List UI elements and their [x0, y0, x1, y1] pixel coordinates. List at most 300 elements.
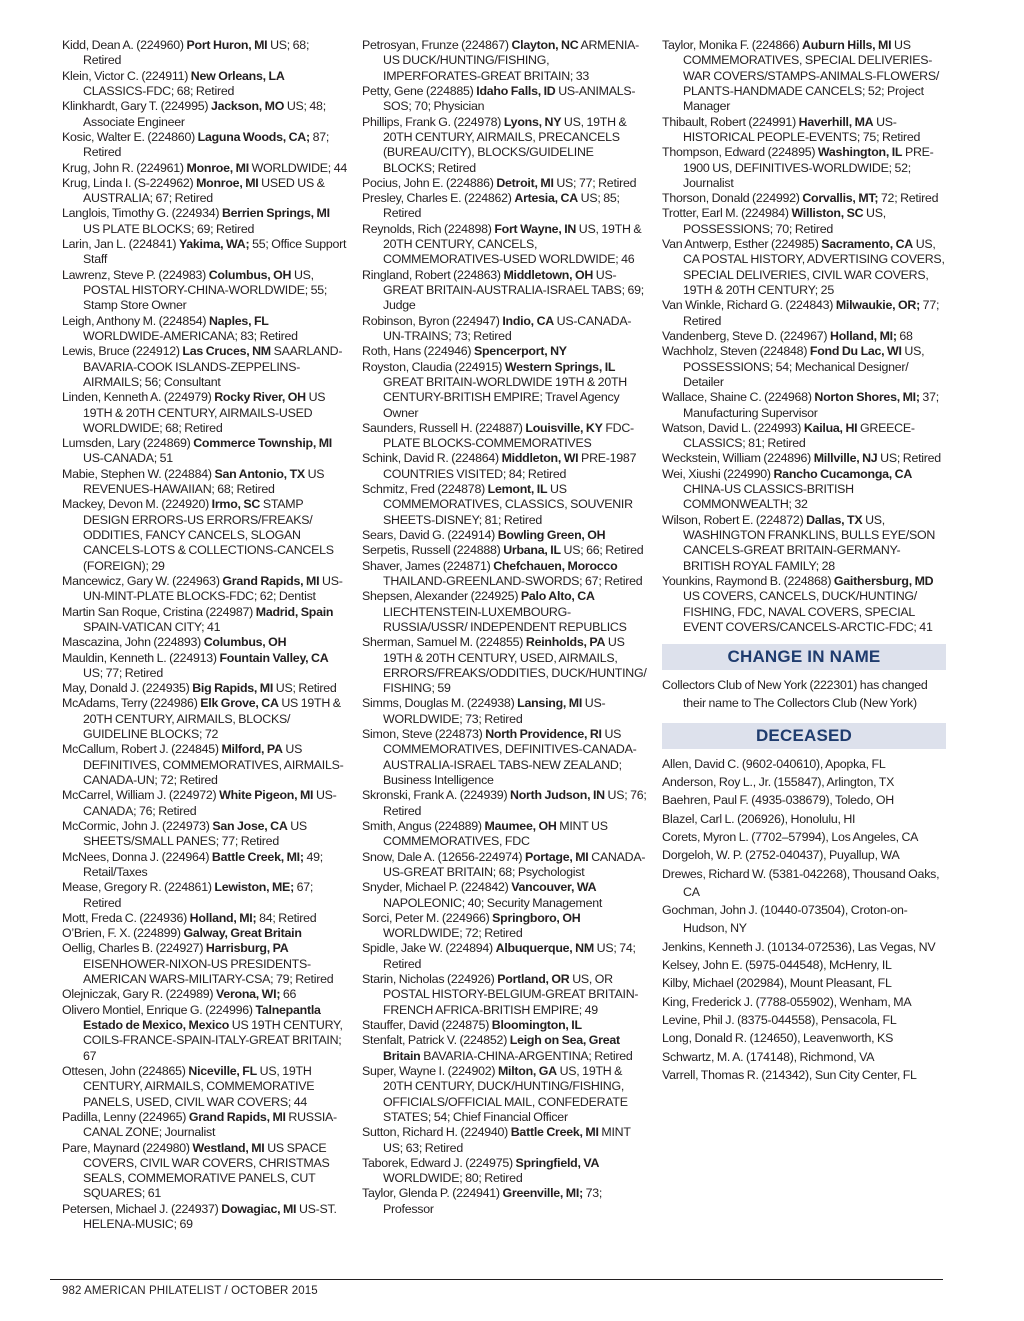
member-entry	[362, 880, 648, 911]
member-details: US COMMEMORATIVES, DEFINITIVES-CANADA-AUSTRALIA-ISRAEL TABS-NEW ZEALAND; Business Intelligence	[383, 727, 637, 787]
member-location: Talnepantla Estado de Mexico, Mexico	[83, 1002, 321, 1032]
member-entry	[662, 421, 946, 452]
member-entry	[362, 268, 648, 314]
member-name: Sears, David G. (224914)	[362, 528, 498, 542]
member-entry	[362, 727, 648, 788]
member-entry	[662, 237, 946, 298]
member-details: 77; Retired	[683, 298, 940, 328]
deceased-item: Allen, David C. (9602-040610), Apopka, FL	[662, 756, 886, 771]
member-entry	[662, 451, 946, 466]
member-name: Sherman, Samuel M. (224855)	[362, 635, 526, 650]
member-entry	[362, 528, 648, 543]
member-name: Thorson, Donald (224992)	[662, 191, 803, 206]
member-name: Krug, John R. (224961)	[62, 160, 187, 175]
member-name: Smith, Angus (224889)	[362, 818, 485, 833]
member-entry	[62, 819, 347, 850]
member-location: Big Rapids, MI	[192, 681, 274, 696]
member-entry	[362, 941, 648, 972]
member-location: Fort Wayne, IN	[494, 221, 577, 236]
member-location: Urbana, IL	[503, 543, 561, 558]
member-location: Lewiston, ME;	[214, 880, 294, 895]
member-entry	[362, 1156, 648, 1187]
member-entry	[662, 513, 946, 574]
member-location: Milwaukie, OR;	[835, 298, 920, 313]
column-2	[362, 38, 648, 1217]
member-details: US; Retired	[273, 681, 337, 696]
member-entry	[662, 145, 946, 191]
member-details: 72; Retired	[878, 191, 939, 206]
deceased-item: Anderson, Roy L., Jr. (155847), Arlington, TX	[662, 775, 895, 790]
member-details: US; 76; Retired	[383, 788, 647, 818]
member-entry	[62, 268, 347, 314]
member-name: McCallum, Robert J. (224845)	[62, 742, 222, 757]
member-details: US, 19TH & 20TH CENTURY, AIRMAILS, PRECANCELS (BUREAU/CITY), BLOCKS/GUIDELINE BLOCKS; Retired	[383, 114, 627, 175]
member-name: Wilson, Robert E. (224872)	[662, 512, 807, 527]
deceased-item: Blazel, Carl L. (206926), Honolulu, HI	[662, 811, 856, 826]
member-name: Stenfalt, Patrick V. (224852)	[362, 1033, 510, 1048]
member-details: CANADA-US-GREAT BRITAIN; 68; Psychologist	[383, 849, 646, 879]
member-location: Maumee, OH	[484, 818, 557, 833]
member-name: Watson, David L. (224993)	[662, 420, 804, 435]
deceased-item: Schwartz, M. A. (174148), Richmond, VA	[662, 1049, 875, 1064]
member-name: Lawrenz, Steve P. (224983)	[62, 267, 209, 282]
member-details: US SHEETS/SMALL PANES; 77; Retired	[83, 818, 307, 849]
member-entry	[62, 1202, 347, 1233]
member-details: US-ANIMALS-SOS; 70; Physician	[383, 83, 636, 114]
member-location: Leigh on Sea, Great Britain	[383, 1033, 620, 1063]
member-location: Galway, Great Britain	[183, 926, 302, 941]
member-location: Port Huron, MI	[186, 38, 268, 52]
member-location: Indio, CA	[502, 313, 554, 328]
member-name: Starin, Nicholas (224926)	[362, 972, 498, 987]
member-details: US 19TH & 20TH CENTURY, AIRMAILS-USED WORLDWIDE; 68; Retired	[83, 390, 326, 435]
deceased-item: Kilby, Michael (202984), Mount Pleasant, FL	[662, 976, 892, 991]
member-name: Martin San Roque, Cristina (224987)	[62, 604, 256, 619]
member-name: Mancewicz, Gary W. (224963)	[62, 573, 223, 588]
member-details: US-CANADA; 76; Retired	[83, 788, 337, 818]
member-entry	[362, 222, 648, 268]
member-details: US, OR POSTAL HISTORY-BELGIUM-GREAT BRITAIN-FRENCH AFRICA-BRITISH EMPIRE; 49	[383, 972, 639, 1017]
member-name: Taborek, Edward J. (224975)	[362, 1155, 516, 1170]
member-name: Saunders, Russell H. (224887)	[362, 420, 526, 435]
member-details: US-WORLDWIDE; 73; Retired	[383, 696, 606, 726]
member-details: US-CANADA-UN-TRAINS; 73; Retired	[383, 313, 632, 343]
member-location: Vancouver, WA	[511, 880, 597, 895]
member-name: Trotter, Earl M. (224984)	[662, 206, 792, 221]
member-entry	[362, 1186, 648, 1217]
member-entry	[362, 451, 648, 482]
member-location: Williston, SC	[791, 206, 864, 221]
member-entry	[62, 176, 347, 207]
member-entry	[362, 589, 648, 635]
member-name: Serpetis, Russell (224888)	[362, 543, 504, 558]
member-name: Mease, Gregory R. (224861)	[62, 880, 215, 895]
member-name: Presley, Charles E. (224862)	[362, 191, 515, 206]
member-details: US 19TH CENTURY, COILS-FRANCE-SPAIN-ITALY-GREAT BRITAIN; 67	[83, 1018, 343, 1063]
member-entry	[362, 635, 648, 696]
member-entry	[662, 344, 946, 390]
member-name: O’Brien, F. X. (224899)	[62, 926, 184, 941]
member-name: Langlois, Timothy G. (224934)	[62, 206, 222, 221]
member-entry	[62, 681, 347, 696]
member-name: Lumsden, Lary (224869)	[62, 436, 194, 451]
member-entry	[62, 314, 347, 345]
member-details: US PLATE BLOCKS; 69; Retired	[83, 221, 255, 236]
member-details: 55; Office Support Staff	[83, 237, 347, 267]
member-entry	[662, 298, 946, 329]
member-name: Pocius, John E. (224886)	[362, 175, 497, 190]
deceased-list	[662, 755, 946, 1084]
member-location: San Antonio, TX	[214, 466, 305, 481]
deceased-item: Kelsey, John E. (5975-044548), McHenry, IL	[662, 958, 892, 973]
member-location: Monroe, MI	[186, 160, 249, 175]
member-location: Springfield, VA	[515, 1155, 600, 1170]
member-location: Lyons, NY	[503, 114, 562, 129]
member-details: US; 77; Retired	[553, 175, 637, 190]
member-location: Norton Shores, MI;	[814, 390, 920, 405]
member-details: PRE-1900 US, DEFINITIVES-WORLDWIDE; 52; Journalist	[683, 145, 934, 190]
member-name: Weckstein, William (224896)	[662, 451, 814, 466]
member-entry	[362, 1018, 648, 1033]
member-name: Klinkhardt, Gary T. (224995)	[62, 99, 211, 114]
member-entry	[62, 436, 347, 467]
member-details: MINT US COMMEMORATIVES, FDC	[383, 818, 608, 849]
member-location: Holland, MI;	[189, 910, 257, 925]
member-details: RUSSIA-CANAL ZONE; Journalist	[83, 1109, 337, 1140]
member-location: Elk Grove, CA	[200, 696, 279, 711]
member-name: Ringland, Robert (224863)	[362, 267, 504, 282]
member-name: Olivero Montiel, Enrique G. (224996)	[62, 1002, 256, 1017]
member-details: US, POSSESSIONS; 70; Retired	[683, 206, 886, 236]
member-location: Columbus, OH	[203, 635, 287, 650]
member-name: Krug, Linda I. (S-224962)	[62, 175, 197, 190]
member-location: Dallas, TX	[806, 512, 863, 527]
member-location: Artesia, CA	[514, 191, 578, 206]
member-details: US, CA POSTAL HISTORY, ADVERTISING COVERS, SPECIAL DELIVERIES, CIVIL WAR COVERS, 19TH & 20TH CENTURY; 25	[683, 237, 945, 297]
member-location: Dowagiac, MI	[221, 1201, 297, 1216]
member-entry	[662, 191, 946, 206]
member-location: Bloomington, IL	[491, 1018, 582, 1032]
member-location: Milton, GA	[497, 1063, 557, 1078]
member-name: Klein, Victor C. (224911)	[62, 68, 191, 83]
member-details: GREAT BRITAIN-WORLDWIDE 19TH & 20TH CENTURY-BRITISH EMPIRE; Travel Agency Owner	[383, 374, 627, 420]
member-name: Taylor, Monika F. (224866)	[662, 38, 803, 52]
member-details: US COMMEMORATIVES, CLASSICS, SOUVENIR SHEETS-DISNEY; 81; Retired	[383, 482, 633, 527]
member-entry	[662, 38, 946, 115]
deceased-item: Corets, Myron L. (7702–57994), Los Angeles, CA	[662, 829, 919, 844]
member-location: Fond Du Lac, WI	[809, 344, 902, 359]
member-entry	[62, 206, 347, 237]
member-name: Larin, Jan L. (224841)	[62, 237, 179, 252]
member-name: Sutton, Richard H. (224940)	[362, 1125, 511, 1140]
member-location: Reinholds, PA	[525, 635, 606, 650]
member-name: Simon, Steve (224873)	[362, 727, 486, 742]
member-name: Taylor, Glenda P. (224941)	[362, 1186, 503, 1201]
member-location: Commerce Township, MI	[193, 436, 332, 451]
member-location: Fountain Valley, CA	[219, 650, 329, 665]
member-name: Ottesen, John (224865)	[62, 1063, 189, 1078]
member-entry	[62, 941, 347, 987]
column-3-entries	[662, 38, 946, 635]
member-entry	[362, 176, 648, 191]
member-location: Las Cruces, NM	[182, 344, 271, 359]
member-location: Bowling Green, OH	[497, 528, 606, 542]
member-location: Jackson, MO	[210, 99, 285, 114]
member-name: Leigh, Anthony M. (224854)	[62, 313, 209, 328]
member-entry	[362, 972, 648, 1018]
member-name: Lewis, Bruce (224912)	[62, 344, 183, 359]
member-entry	[62, 1064, 347, 1110]
member-location: Millville, NJ	[813, 451, 878, 466]
member-details: WORLDWIDE-AMERICANA; 83; Retired	[83, 328, 298, 343]
member-details: US, WASHINGTON FRANKLINS, BULLS EYE/SON CANCELS-GREAT BRITAIN-GERMANY-BRITISH ROYAL FAMILY; 28	[683, 512, 936, 573]
member-location: Columbus, OH	[208, 267, 292, 282]
member-entry	[62, 911, 347, 926]
member-details: US; 48; Associate Engineer	[83, 99, 326, 129]
member-details: US-CANADA; 51	[83, 451, 173, 466]
member-location: North Providence, RI	[485, 727, 602, 742]
member-location: Battle Creek, MI;	[211, 849, 304, 864]
member-details: WORLDWIDE; 80; Retired	[383, 1171, 523, 1186]
member-details: US DEFINITIVES, COMMEMORATIVES, AIRMAILS-CANADA-UN; 72; Retired	[83, 742, 344, 787]
member-details: US COVERS, CANCELS, DUCK/HUNTING/ FISHING, FDC, NAVAL COVERS, SPECIAL EVENT COVERS/CANCELS-ARCTIC-FDC; 41	[683, 589, 933, 634]
member-location: New Orleans, LA	[190, 68, 285, 83]
member-name: Roth, Hans (224946)	[362, 344, 474, 359]
member-location: Berrien Springs, MI	[221, 206, 330, 221]
member-location: Niceville, FL	[188, 1063, 257, 1078]
member-name: Wachholz, Steven (224848)	[662, 344, 810, 359]
member-name: Snow, Dale A. (12656-224974)	[362, 849, 525, 864]
member-entry	[62, 1110, 347, 1141]
member-location: Milford, PA	[221, 742, 283, 757]
member-location: Corvallis, MT;	[802, 191, 879, 206]
member-details: THAILAND-GREENLAND-SWORDS; 67; Retired	[383, 573, 643, 588]
member-entry	[62, 390, 347, 436]
member-name: Robinson, Byron (224947)	[362, 313, 503, 328]
member-location: Portage, MI	[524, 849, 589, 864]
column-3	[662, 38, 946, 1084]
member-entry	[362, 819, 648, 850]
member-location: Palo Alto, CA	[520, 589, 595, 604]
deceased-item: Drewes, Richard W. (5381-042268), Thousand Oaks, CA	[662, 866, 940, 899]
member-details: US; 66; Retired	[560, 543, 644, 558]
member-name: Thompson, Edward (224895)	[662, 145, 818, 160]
member-name: Skronski, Frank A. (224939)	[362, 788, 511, 803]
member-details: CHINA-US CLASSICS-BRITISH COMMONWEALTH; 32	[683, 482, 854, 512]
member-details: US REVENUES-HAWAIIAN; 68; Retired	[83, 466, 325, 497]
member-entry	[362, 1033, 648, 1064]
member-details: US-HISTORICAL PEOPLE-EVENTS; 75; Retired	[683, 114, 921, 144]
member-location: Haverhill, MA	[798, 114, 874, 129]
member-name: Reynolds, Rich (224898)	[362, 221, 495, 236]
member-details: NAPOLEONIC; 40; Security Management	[383, 895, 603, 910]
member-entry	[362, 360, 648, 421]
member-location: Auburn Hills, MI	[802, 38, 892, 52]
member-entry	[62, 880, 347, 911]
member-entry	[362, 421, 648, 452]
member-entry	[62, 651, 347, 682]
member-location: Idaho Falls, ID	[476, 83, 556, 98]
member-location: Grand Rapids, MI	[222, 573, 320, 588]
member-location: Irmo, SC	[211, 497, 261, 512]
member-details: 37; Manufacturing Supervisor	[683, 390, 939, 420]
member-details: US, 19TH & 20TH CENTURY, CANCELS, COMMEMORATIVES-USED WORLDWIDE; 46	[383, 221, 642, 267]
member-entry	[662, 206, 946, 237]
member-name: May, Donald J. (224935)	[62, 681, 193, 696]
deceased-item: Levine, Phil J. (8375-044558), Pensacola, FL	[662, 1012, 897, 1027]
member-location: Holland, MI;	[830, 328, 897, 343]
member-name: Oellig, Charles B. (224927)	[62, 941, 206, 956]
member-name: Simms, Douglas M. (224938)	[362, 696, 518, 711]
member-details: US 19TH & 20TH CENTURY, USED, AIRMAILS, ERRORS/FREAKS/ODDITIES, DUCK/HUNTING/ FISHING; 59	[383, 635, 647, 696]
member-location: Lansing, MI	[517, 696, 583, 711]
member-details: BAVARIA-CHINA-ARGENTINA; Retired	[420, 1048, 633, 1063]
member-entry	[62, 497, 347, 574]
member-name: Linden, Kenneth A. (224979)	[62, 390, 215, 405]
member-entry	[362, 314, 648, 345]
member-details: US, 19TH CENTURY, AIRMAILS, COMMEMORATIVE PANELS, USED, CIVIL WAR COVERS; 44	[83, 1063, 315, 1109]
member-name: Younkins, Raymond B. (224868)	[662, 573, 834, 588]
member-details: ARMENIA-US DUCK/HUNTING/FISHING, IMPERFORATES-GREAT BRITAIN; 33	[383, 38, 640, 83]
member-location: Battle Creek, MI	[510, 1125, 599, 1140]
member-entry	[362, 1125, 648, 1156]
member-entry	[362, 84, 648, 115]
member-details: US; 77; Retired	[83, 665, 163, 680]
member-details: US 19TH & 20TH CENTURY, AIRMAILS, BLOCKS/ GUIDELINE BLOCKS; 72	[83, 696, 341, 742]
deceased-item: Baehren, Paul F. (4935-038679), Toledo, OH	[662, 793, 894, 808]
member-details: US-GREAT BRITAIN-AUSTRALIA-ISRAEL TABS; 69; Judge	[383, 267, 644, 313]
member-location: White Pigeon, MI	[219, 788, 314, 803]
member-name: Super, Wayne I. (224902)	[362, 1063, 498, 1078]
member-entry	[362, 788, 648, 819]
member-location: Yakima, WA;	[178, 237, 250, 252]
member-location: Western Springs, IL	[504, 359, 616, 374]
member-entry	[62, 850, 347, 881]
member-name: Shepsen, Alexander (224925)	[362, 589, 521, 604]
member-entry	[62, 696, 347, 742]
member-details: WORLDWIDE; 72; Retired	[383, 926, 523, 941]
member-name: Thibault, Robert (224991)	[662, 114, 799, 129]
member-details: US, 19TH & 20TH CENTURY, DUCK/HUNTING/FISHING, OFFICIALS/OFFICIAL MAIL, CONFEDERATE STATES; 54; Chief Financial Officer	[383, 1063, 628, 1124]
member-details: US; 74; Retired	[383, 941, 636, 971]
member-entry	[362, 1064, 648, 1125]
member-location: Portland, OR	[497, 972, 570, 987]
member-location: Middleton, WI	[501, 451, 579, 466]
member-details: STAMP DESIGN ERRORS-US ERRORS/FREAKS/ ODDITIES, FANCY CANCELS, SLOGAN CANCELS-LOTS & COLLECTIONS-CANCELS (FOREIGN); 29	[83, 497, 334, 573]
member-name: Schmitz, Fred (224878)	[362, 482, 488, 497]
member-name: Mackey, Devon M. (224920)	[62, 497, 212, 512]
member-details: WORLDWIDE; 44	[248, 160, 347, 175]
member-location: Naples, FL	[208, 313, 269, 328]
member-entry	[362, 559, 648, 590]
member-entry	[62, 1003, 347, 1064]
member-location: Detroit, MI	[496, 175, 554, 190]
member-name: Pare, Maynard (224980)	[62, 1140, 193, 1155]
member-details: 73; Professor	[383, 1186, 603, 1216]
member-entry	[62, 467, 347, 498]
member-name: Phillips, Frank G. (224978)	[362, 114, 504, 129]
member-details: US, POSTAL HISTORY-CHINA-WORLDWIDE; 55; Stamp Store Owner	[83, 267, 328, 313]
member-location: Grand Rapids, MI	[188, 1109, 286, 1124]
member-details: MINT US; 63; Retired	[383, 1125, 631, 1155]
footer-rule	[50, 1279, 943, 1280]
member-entry	[362, 911, 648, 942]
member-name: Olejniczak, Gary R. (224989)	[62, 987, 216, 1002]
member-entry	[62, 38, 347, 69]
member-location: San Jose, CA	[212, 818, 288, 833]
member-entry	[362, 850, 648, 881]
member-name: McCarrel, William J. (224972)	[62, 788, 220, 803]
member-location: Verona, WI;	[215, 987, 281, 1002]
member-name: Mott, Freda C. (224936)	[62, 910, 190, 925]
member-entry	[62, 635, 347, 650]
change-in-name-text: Collectors Club of New York (222301) has changed their name to The Collectors Club (New York)	[662, 678, 928, 711]
member-entry	[62, 161, 347, 176]
member-location: Albuquerque, NM	[495, 941, 594, 956]
member-location: Gaithersburg, MD	[833, 573, 934, 588]
member-name: Van Winkle, Richard G. (224843)	[662, 298, 836, 313]
member-location: Madrid, Spain	[255, 604, 334, 619]
member-details: PRE-1987 COUNTRIES VISITED; 84; Retired	[383, 451, 637, 481]
member-name: Stauffer, David (224875)	[362, 1018, 492, 1032]
member-entry	[662, 574, 946, 635]
member-entry	[62, 605, 347, 636]
member-details: US, POSSESSIONS; 54; Mechanical Designer/ Detailer	[683, 344, 925, 389]
member-name: Royston, Claudia (224915)	[362, 359, 505, 374]
member-details: US; 85; Retired	[383, 191, 620, 221]
member-entry	[662, 467, 946, 513]
deceased-item: King, Frederick J. (7788-055902), Wenham, MA	[662, 994, 912, 1009]
page-footer: 982 AMERICAN PHILATELIST / OCTOBER 2015	[62, 1285, 318, 1297]
member-entry	[662, 329, 946, 344]
member-location: Washington, IL	[817, 145, 903, 160]
member-location: Springboro, OH	[492, 910, 581, 925]
member-details: SAARLAND-BAVARIA-COOK ISLANDS-ZEPPELINS-AIRMAILS; 56; Consultant	[83, 344, 343, 389]
member-entry	[62, 237, 347, 268]
member-entry	[362, 543, 648, 558]
member-details: US SPACE COVERS, CIVIL WAR COVERS, CHRISTMAS SEALS, COMMEMORATIVE PANELS, CUT SQUARES; 61	[83, 1140, 330, 1201]
member-entry	[62, 987, 347, 1002]
member-entry	[362, 344, 648, 359]
member-details: US-ST. HELENA-MUSIC; 69	[83, 1201, 337, 1232]
member-entry	[62, 130, 347, 161]
member-entry	[362, 482, 648, 528]
member-entry	[362, 191, 648, 222]
member-name: Schink, David R. (224864)	[362, 451, 502, 466]
member-entry	[62, 1141, 347, 1202]
member-name: Spidle, Jake W. (224894)	[362, 941, 496, 956]
member-name: Vandenberg, Steve D. (224967)	[662, 328, 830, 343]
member-entry	[362, 38, 648, 84]
member-location: Middletown, OH	[503, 267, 594, 282]
member-name: Kidd, Dean A. (224960)	[62, 38, 187, 52]
deceased-heading: DECEASED	[662, 723, 946, 749]
member-entry	[662, 115, 946, 146]
member-name: Mascazina, John (224893)	[62, 635, 204, 650]
member-location: Clayton, NC	[511, 38, 579, 52]
member-name: Petersen, Michael J. (224937)	[62, 1201, 222, 1216]
column-1	[62, 38, 347, 1232]
member-details: USED US & AUSTRALIA; 67; Retired	[83, 175, 325, 206]
member-name: Petty, Gene (224885)	[362, 83, 477, 98]
member-location: Rancho Cucamonga, CA	[773, 466, 913, 481]
member-details: 68	[896, 328, 913, 343]
member-name: Petrosyan, Frunze (224867)	[362, 38, 512, 52]
member-details: 87; Retired	[83, 129, 330, 160]
deceased-item: Gochman, John J. (10440-073504), Croton-on-Hudson, NY	[662, 903, 908, 936]
member-name: Padilla, Lenny (224965)	[62, 1109, 189, 1124]
member-name: Van Antwerp, Esther (224985)	[662, 237, 822, 252]
